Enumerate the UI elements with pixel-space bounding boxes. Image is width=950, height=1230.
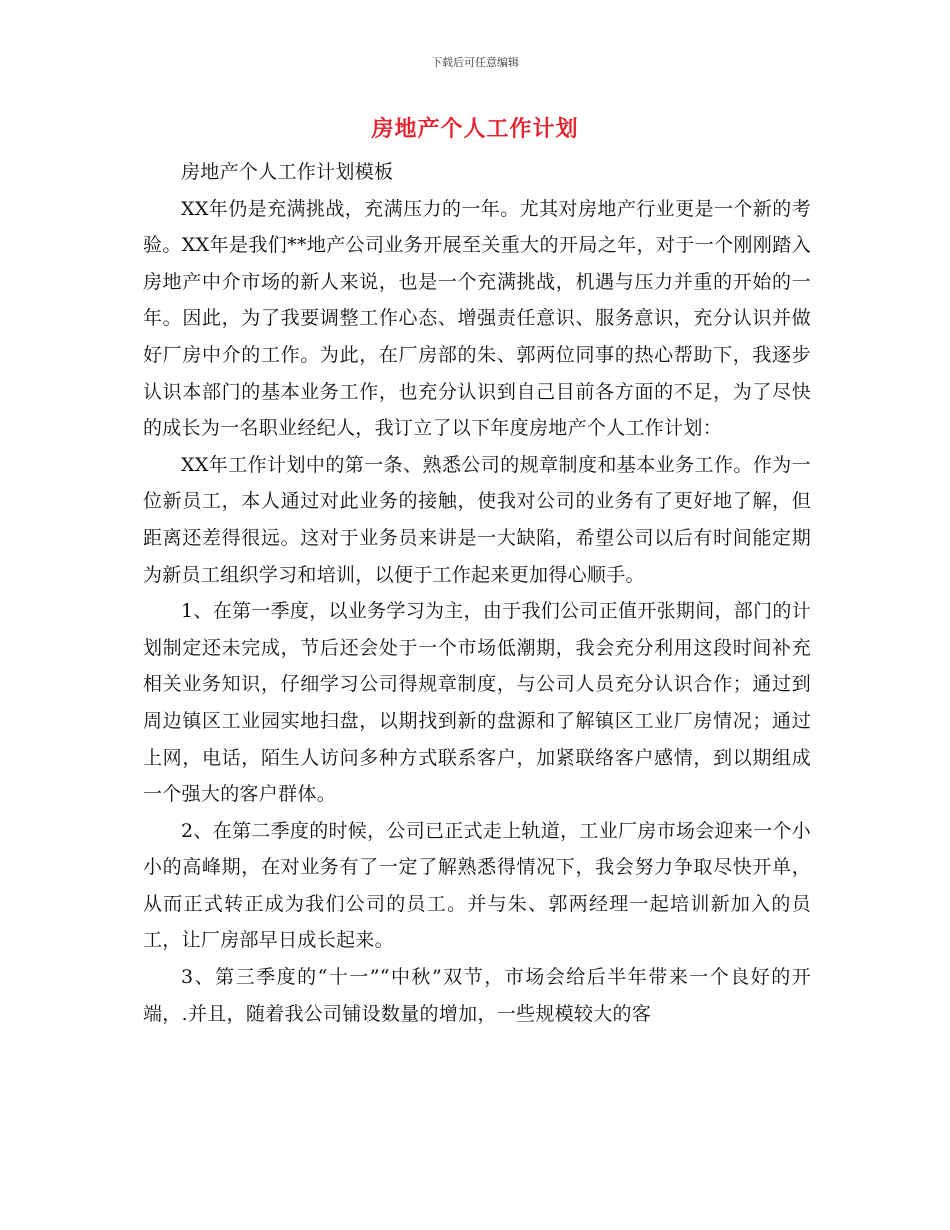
paragraph-quarter-3: 3、第三季度的“十一”“中秋”双节，市场会给后半年带来一个良好的开端，.并且，随着我公司铺设数量的增加，一些规模较大的客 bbox=[143, 966, 811, 1025]
document-body bbox=[143, 154, 811, 1032]
paragraph-intro: XX年仍是充满挑战，充满压力的一年。尤其对房地产行业更是一个新的考验。XX年是我们**地产公司业务开展至关重大的开局之年，对于一个刚刚踏入房地产中介市场的新人来说，也是一个充满挑战，机遇与压力并重的开始的一年。因此，为了我要调整工作心态、增强责任意识、服务意识，充分认识并做好厂房中介的工作。为此，在厂房部的朱、郭两位同事的热心帮助下，我逐步认识本部门的基本业务工作，也充分认识到自己目前各方面的不足，为了尽快的成长为一名职业经纪人，我订立了以下年度房地产个人工作计划： bbox=[143, 197, 811, 440]
paragraph-subtitle: 房地产个人工作计划模板 bbox=[181, 161, 394, 183]
document-title: 房地产个人工作计划 bbox=[371, 117, 579, 142]
page-header-note: 下载后可任意编辑 bbox=[431, 56, 519, 69]
paragraph-quarter-2: 2、在第二季度的时候，公司已正式走上轨道，工业厂房市场会迎来一个小小的高峰期，在对业务有了一定了解熟悉得情况下，我会努力争取尽快开单，从而正式转正成为我们公司的员工。并与朱、郭两经理一起培训新加入的员工，让厂房部早日成长起来。 bbox=[143, 819, 811, 952]
paragraph-quarter-1: 1、在第一季度，以业务学习为主，由于我们公司正值开张期间，部门的计划制定还未完成，节后还会处于一个市场低潮期，我会充分利用这段时间补充相关业务知识，仔细学习公司得规章制度，与公司人员充分认识合作；通过到周边镇区工业园实地扫盘，以期找到新的盘源和了解镇区工业厂房情况；通过上网，电话，陌生人访问多种方式联系客户，加紧联络客户感情，到以期组成一个强大的客户群体。 bbox=[143, 600, 811, 806]
paragraph-plan-item-1: XX年工作计划中的第一条、熟悉公司的规章制度和基本业务工作。作为一位新员工，本人通过对此业务的接触，使我对公司的业务有了更好地了解，但距离还差得很远。这对于业务员来讲是一大缺陷，希望公司以后有时间能定期为新员工组织学习和培训，以便于工作起来更加得心顺手。 bbox=[143, 453, 811, 586]
